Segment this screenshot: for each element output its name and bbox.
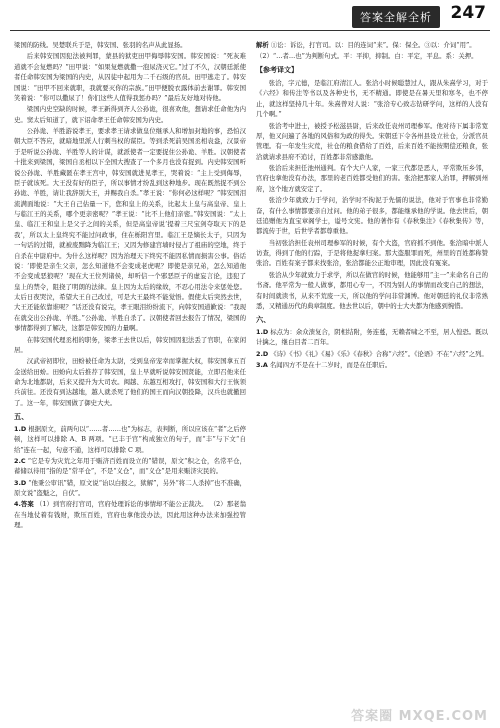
answer-text: 《诗》《书》《礼》《易》《乐》《春秋》合称“六经”。《论语》不在“六经”之列。	[270, 349, 488, 358]
answer-text: “它是专为灾荒之年用于赈济百姓而设立的”错误，原文“积之仓，名常平仓，蓄储以待用”指的是“常平仓”，不是“义仓”，而“义仓”是用来赈济灾民的。	[14, 456, 246, 476]
left-paragraph: 在韩安国代理丞相的职务，梁孝王去世以后，韩安国因犯法丢了官职，在家闲居。	[14, 335, 246, 354]
header-rule	[10, 30, 490, 31]
right-paragraph: 张洽从少年就致力于求学，所以在做官的时候，他能够用“主一”来命名自己的书斋。他平常为一般人做事，都用心专一，不因为别人的事情而改变自己的想法，有时间就读书，从来不荒废一天，所以他的学问非常渊博。他对朝廷的礼仪非常熟悉，又精通历代的典章制度。他去世以后，朝中的士大夫都为他感到惋惜。	[256, 270, 488, 310]
section-heading-five: 五、	[14, 412, 29, 422]
analysis-label: 解析	[256, 41, 269, 49]
answer-item	[256, 349, 488, 359]
answer-text: （1）到官府打官司，官府处理诉讼的事情却不能公正裁决。 （2）那老翁在当地仗着有钱财，欺压百姓，官府也拿他没办法，因此用这种办法来加强控管理。	[14, 500, 246, 530]
page-number: 247	[450, 3, 486, 23]
header-label: 答案全解全析	[352, 6, 440, 28]
analysis-text: ①讼：诉讼，打官司。以：目的连词“来”。保：保全。③以：介词“用”。	[270, 41, 476, 49]
left-column	[14, 40, 246, 720]
answer-number: 1.D	[14, 424, 27, 433]
analysis-text-2: （2）“…者…也”为判断句式。平：平抑，抑制。白：平定，平息。系：关押。	[256, 52, 478, 61]
section-heading-six: 六、	[256, 315, 271, 325]
right-paragraph: 张洽考中进士，被授予松滋县尉，后来改任袁州司理参军。他对待下属非常宽厚，他又问遍了各地的风俗和为政的得失。宋朝廷下令各州县设立社仓，分派官员管理。有一年发生灾荒，社仓的粮食借给了百姓，后来百姓不能按期偿还粮食，张洽就请求县府不追讨，百姓都非常感激他。	[256, 121, 488, 161]
answer-item	[14, 499, 246, 530]
answer-number: 3.D	[14, 478, 27, 487]
answer-text: 名闻四方不是在十二岁时，而是在任职后。	[269, 361, 392, 370]
left-paragraph: 梁国内史空缺的时候，孝王新得到齐人公孙诡，很喜欢他，想请求任命他为内史。窦太后知道了，就下诏命孝王任命韩安国为内史。	[14, 105, 246, 124]
answer-item	[14, 478, 246, 499]
left-paragraph: 公孙诡、羊胜游说孝王，要求孝王请求做皇位继承人和增加封地的事，恐怕汉朝大臣不答应，就暗地里派人行刺当权的谋臣。等到杀死前吴国丞相袁盎，汉景帝于是听说公孙诡、羊胜等人的计谋，就派使者一定要捉住公孙诡、羊胜。汉朝使者十批来到梁国，梁国自丞相以下全国大搜查了一个多月也没有捉到。内史韩安国听说公孙诡、羊胜藏匿在孝王宫中，韩安国就进见孝王，哭着说：“主上受到侮辱，臣子就该死。大王没有好的臣子，所以事情才纷乱到这种地步。现在既然捉不到公孙诡、羊胜，请让我辞别大王，并赐我自杀。”孝王说：“你何必这样呢？”韩安国泪流满面地说：“大王自己估量一下，您和皇上的关系，比起太上皇与高皇帝、皇上与临江王的关系，哪个更亲密呢？”孝王说：“比不上他们亲密。”韩安国说：“太上皇、临江王和皇上是父子之间的关系，但是高皇帝说‘提着三尺宝剑夺取天下的是我’，所以太上皇终究不能过问政事，住在栎阳宫里。临江王是嫡长太子，只因为一句话的过错，就被废黜降为临江王；又因为修建宫墙时侵占了祖庙的空地，终于自杀在中尉府中。为什么这样呢？因为治理天下终究不能因私情而损害公事。俗话说：‘即使是亲生父亲，怎么知道他不会变成老虎呢？即使是亲兄弟，怎么知道他不会变成恶狼呢？’现在大王位列诸侯，却听信一个邪恶臣子的虚妄言论，违犯了皇上的禁令，阻挠了明朗的法律。皇上因为太后的缘故，不忍心用法令来惩处您。太后日夜哭泣，希望大王自己改过，可是大王最终不能觉悟。假使太后突然去世，大王还能依靠谁呢？”话还没有说完，孝王眼泪纷纷流下，向韩安国道歉说：“我现在就交出公孙诡、羊胜。”公孙诡、羊胜自杀了。汉朝使者回去报告了情况，梁国的事情都得到了解决，这都是韩安国的力量啊。	[14, 127, 246, 333]
answer-item	[14, 456, 246, 477]
right-column	[256, 40, 488, 720]
answer-item	[14, 424, 246, 455]
answer-item	[256, 360, 488, 370]
right-paragraph: 张洽少年就致力于学问，治学时不拘泥于先儒的说法，他对于官事也非常勤奋，有什么事情都要亲自过问。他的弟子很多，都能继承他的学说。他去世后，朝廷追赠他为直宝章阁学士，谥号文宪。他的著作有《春秋集注》《春秋集传》等，都流传于世，后世学者都尊重他。	[256, 196, 488, 236]
answer-text: 标点为：余众溃复合，阴相结附，务连蔓，无赖者啸之不至，居人惶恐。既以计擒之，继白目者二百年。	[256, 327, 488, 347]
answer-text: 根据原文，前两句以“……者……也”为标志，表判断，所以应该在“者”之后停顿，这样可以排除 A、B 两项。“已丰于官”构成独立的句子，而“丰”与下文“自给”连在一起，句意不通，这样可以排除 C 项。	[14, 424, 246, 454]
answer-number: 2.C	[14, 456, 26, 465]
right-paragraph: 张洽，字元德，是临江府清江人。张洽小时候聪慧过人，跟从朱熹学习，对于《六经》和传注等书以及各种史书，无不精通。即使是在暑天里和寒冬，也不停止，就这样坚持几十年。朱熹曾对人说：“张洽专心致志钻研学问，这样的人没有几个啊。”	[256, 79, 488, 119]
right-paragraph: 张洽后来担任池州通判。有个大户人家，一家三代都是恶人，平常欺压乡邻，官府也拿他没有办法，那里的老百姓都受他们的害。张洽把那家人治罪，押解到州府，这个地方就安定了。	[256, 164, 488, 193]
answer-number: 1.D	[256, 327, 269, 336]
answer-number: 3.A	[256, 361, 268, 370]
answer-item	[256, 327, 488, 348]
analysis-block	[256, 40, 488, 50]
translation-title: 【参考译文】	[256, 65, 298, 74]
answer-text: “他秉公审讯”错，原文说“诒以白报之，狱解”，另外“将二人杀掉”也不准确，原文说“盗魁之，自伏”。	[14, 478, 246, 498]
left-paragraph: 汉武帝初即位，田蚡被任命为太尉，受到皇帝宠幸而掌握大权，韩安国拿五百金送给田蚡。田蚡向太后推荐了韩安国，皇上早就听说韩安国贤能，立即召他来任命为北地都尉，后来又提升为大司农。闽越、东越互相攻打，韩安国和大行王恢领兵前往。还没有到达越地，越人就杀死了他们的国王而向汉朝投降，汉兵也就撤回了。这一年，韩安国做了御史大夫。	[14, 357, 246, 407]
watermark-logo: 答案圈 MXQE.COM	[351, 709, 488, 724]
answer-number: 4.答案	[14, 500, 34, 509]
right-paragraph: 当初张洽担任袁州司理参军的时候，有个大盗，官府抓不到他。张洽暗中派人访查，得到了他的行踪，于是将他捉拿归案。那大盗服罪而死，州里的百姓都称赞张洽。百姓有案子都来找张洽，张洽都能公正地审理，因此没有冤案。	[256, 238, 488, 268]
page-header	[0, 0, 500, 36]
answer-number: 2.D	[256, 349, 269, 358]
left-paragraph: 梁国的防线。吴楚联兵于是，韩安国、张羽的名声从此显扬。	[14, 41, 187, 49]
left-paragraph: 后来韩安国因犯法被判罪，蒙县的狱吏田甲侮辱韩安国。韩安国说：“死灰难道就不会复燃吗？”田甲说：“如果复燃就撒一泡尿浇灭它。”过了不久，汉朝廷派使者任命韩安国为梁国的内史，从囚徒中起用为二千石级的官员。田甲逃走了。韩安国说：“田甲不回来就职，我就要灭你的宗族。”田甲便脱衣露体前去谢罪。韩安国笑着说：“你可以撒尿了！你们这些人值得我惩办吗？”最后友好地对待他。	[14, 52, 246, 102]
